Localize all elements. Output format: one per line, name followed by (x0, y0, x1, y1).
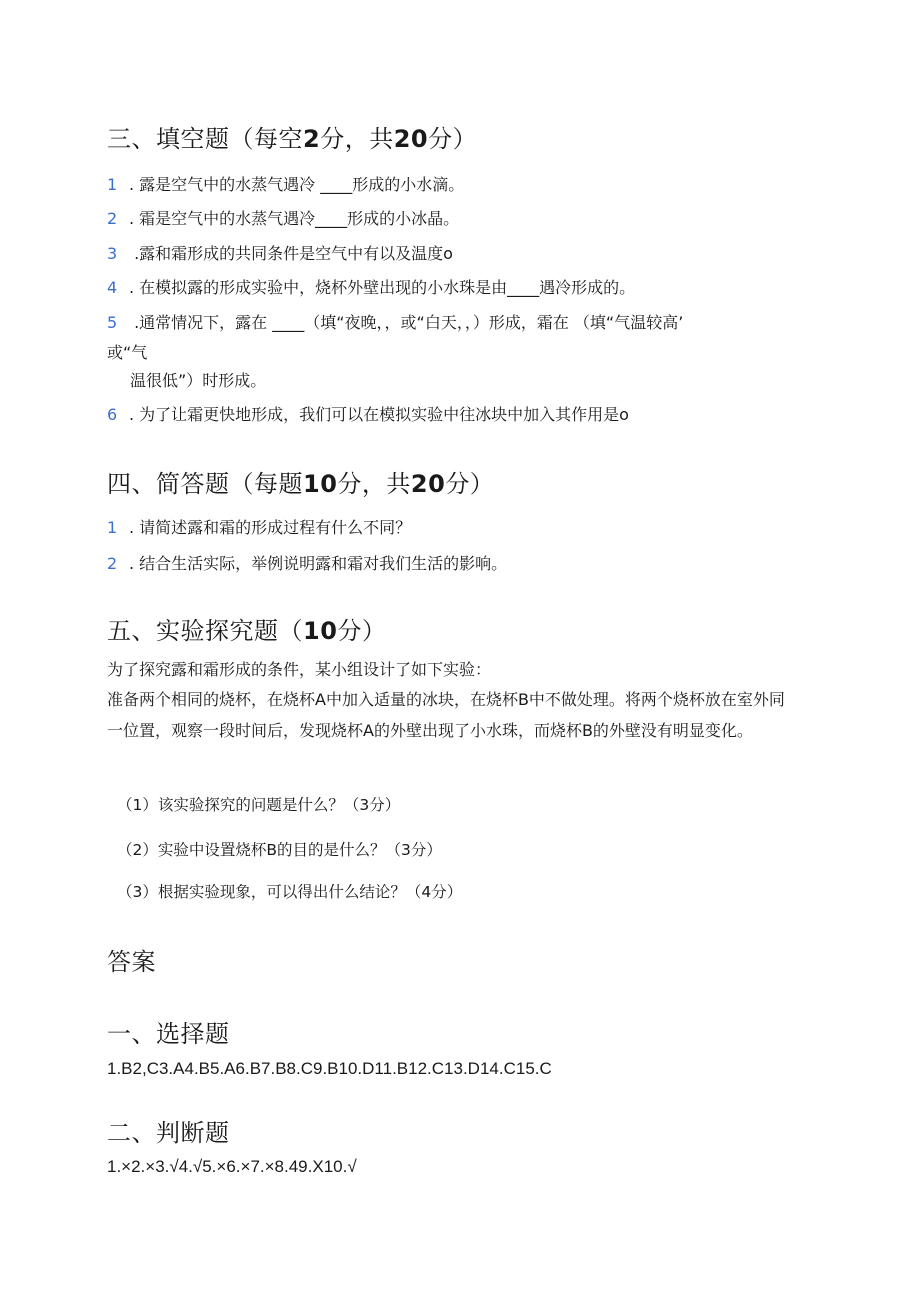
fill-blank-item: 1 . 露是空气中的水蒸气遇冷 ____形成的小水滴。 (107, 175, 465, 194)
short-answer-item: 1 . 请简述露和霜的形成过程有什么不同？ (107, 518, 412, 537)
fill-blank-item: 5 .通常情况下，露在 ____（填“夜晚，，或“白天，，）形成，霜在 （填“气温较高’ (107, 313, 684, 332)
answers-title: 答案 (107, 948, 156, 976)
experiment-question: （2）实验中设置烧杯B的目的是什么？（3分） (117, 841, 442, 859)
short-answer-item: 2 . 结合生活实际，举例说明露和霜对我们生活的影响。 (107, 554, 508, 573)
fill-blank-item: 2 . 霜是空气中的水蒸气遇冷____形成的小冰晶。 (107, 209, 460, 228)
answers-choice-title: 一、选择题 (107, 1020, 230, 1048)
fill-blank-item: 6 . 为了让霜更快地形成，我们可以在模拟实验中往冰块中加入其作用是o (107, 405, 629, 424)
section-3-title: 三、填空题（每空2分，共20分） (107, 125, 478, 153)
fill-blank-item: 4 . 在模拟露的形成实验中，烧杯外壁出现的小水珠是由____遇冷形成的。 (107, 278, 636, 297)
answers-choice-line: 1.B2,C3.A4.B5.A6.B7.B8.C9.B10.D11.B12.C13.D14.C15.C (107, 1059, 552, 1078)
fill-blank-item: 3 .露和霜形成的共同条件是空气中有以及温度o (107, 244, 453, 263)
section-4-title: 四、简答题（每题10分，共20分） (107, 470, 495, 498)
experiment-question: （3）根据实验现象，可以得出什么结论？（4分） (117, 883, 463, 901)
fill-blank-item-continued: 或“气 (107, 343, 148, 362)
experiment-description: 准备两个相同的烧杯，在烧杯A中加入适量的冰块，在烧杯B中不做处理。将两个烧杯放在室外同一位置，观察一段时间后，发现烧杯A的外壁出现了小水珠，而烧杯B的外壁没有明显变化。 (107, 690, 785, 740)
answers-judge-title: 二、判断题 (107, 1119, 230, 1147)
answers-judge-line: 1.×2.×3.√4.√5.×6.×7.×8.49.X10.√ (107, 1157, 357, 1176)
section-5-title: 五、实验探究题（10分） (107, 617, 387, 645)
fill-blank-item-continued: 温很低”）时形成。 (130, 371, 267, 390)
experiment-question: （1）该实验探究的问题是什么？（3分） (117, 796, 401, 814)
experiment-intro: 为了探究露和霜形成的条件，某小组设计了如下实验： (107, 660, 492, 679)
